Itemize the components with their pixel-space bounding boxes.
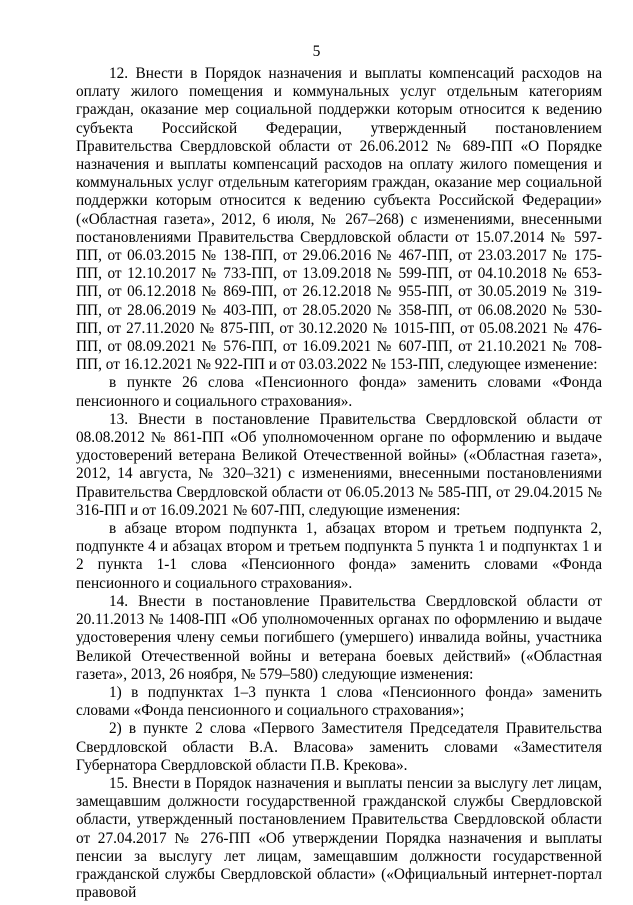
paragraph-13-change: в абзаце втором подпункта 1, абзацах втором и третьем подпункта 2, подпункте 4 и абзацах втором и третьем подпункта 5 пункта 1 и подпунктах 1 и 2 пункта 1-1 слова «Пенсионного фонда» заменить словами «Фонда пенсионного и социального страхования». bbox=[76, 520, 602, 592]
paragraph-14-change-1: 1) в подпунктах 1–3 пункта 1 слова «Пенсионного фонда» заменить словами «Фонда пенсионного и социального страхования»; bbox=[76, 683, 602, 720]
paragraph-14: 14. Внести в постановление Правительства Свердловской области от 20.11.2013 № 1408-ПП «Об уполномоченных органах по оформлению и выдаче удостоверения члену семьи погибшего (умершего) инвалида войны, участника Великой Отечественной войны и ветерана боевых действий» («Областная газета», 2013, 26 ноября, № 579–580) следующие изменения: bbox=[76, 592, 602, 683]
paragraph-13: 13. Внести в постановление Правительства Свердловской области от 08.08.2012 № 861-ПП «Об уполномоченном органе по оформлению и выдаче удостоверений ветерана Великой Отечественной войны» («Областная газета», 2012, 14 августа, № 320–321) с изменениями, внесенными постановлениями Правительства Свердловской области от 06.05.2013 № 585-ПП, от 29.04.2015 № 316-ПП и от 16.09.2021 № 607-ПП, следующие изменения: bbox=[76, 410, 602, 519]
paragraph-12-change: в пункте 26 слова «Пенсионного фонда» заменить словами «Фонда пенсионного и социального страхования». bbox=[76, 374, 602, 410]
paragraph-15: 15. Внести в Порядок назначения и выплаты пенсии за выслугу лет лицам, замещавшим должности государственной гражданской службы Свердловской области, утвержденный постановлением Правительства Свердловской области от 27.04.2017 № 276-ПП «Об утверждении Порядка назначения и выплаты пенсии за выслугу лет лицам, замещавшим должности государственной гражданской службы Свердловской области» («Официальный интернет-портал правовой bbox=[76, 774, 602, 902]
paragraph-14-change-2: 2) в пункте 2 слова «Первого Заместителя Председателя Правительства Свердловской области В.А. Власова» заменить словами «Заместителя Губернатора Свердловской области П.В. Крекова». bbox=[76, 720, 602, 774]
document-body bbox=[76, 65, 602, 902]
page-number: 5 bbox=[312, 43, 321, 60]
paragraph-12: 12. Внести в Порядок назначения и выплаты компенсаций расходов на оплату жилого помещения и коммунальных услуг отдельным категориям граждан, оказание мер социальной поддержки которым относится к ведению субъекта Российской Федерации, утвержденный постановлением Правительства Свердловской области от 26.06.2012 № 689-ПП «О Порядке назначения и выплаты компенсаций расходов на оплату жилого помещения и коммунальных услуг отдельным категориям граждан, оказание мер социальной поддержки которым относится к ведению субъекта Российской Федерации» («Областная газета», 2012, 6 июля, № 267–268) с изменениями, внесенными постановлениями Правительства Свердловской области от 15.07.2014 № 597-ПП, от 06.03.2015 № 138-ПП, от 29.06.2016 № 467-ПП, от 23.03.2017 № 175-ПП, от 12.10.2017 № 733-ПП, от 13.09.2018 № 599-ПП, от 04.10.2018 № 653-ПП, от 06.12.2018 № 869-ПП, от 26.12.2018 № 955-ПП, от 30.05.2019 № 319-ПП, от 28.06.2019 № 403-ПП, от 28.05.2020 № 358-ПП, от 06.08.2020 № 530-ПП, от 27.11.2020 № 875-ПП, от 30.12.2020 № 1015-ПП, от 05.08.2021 № 476-ПП, от 08.09.2021 № 576-ПП, от 16.09.2021 № 607-ПП, от 21.10.2021 № 708-ПП, от 16.12.2021 № 922-ПП и от 03.03.2022 № 153-ПП, следующее изменение: bbox=[76, 65, 602, 374]
